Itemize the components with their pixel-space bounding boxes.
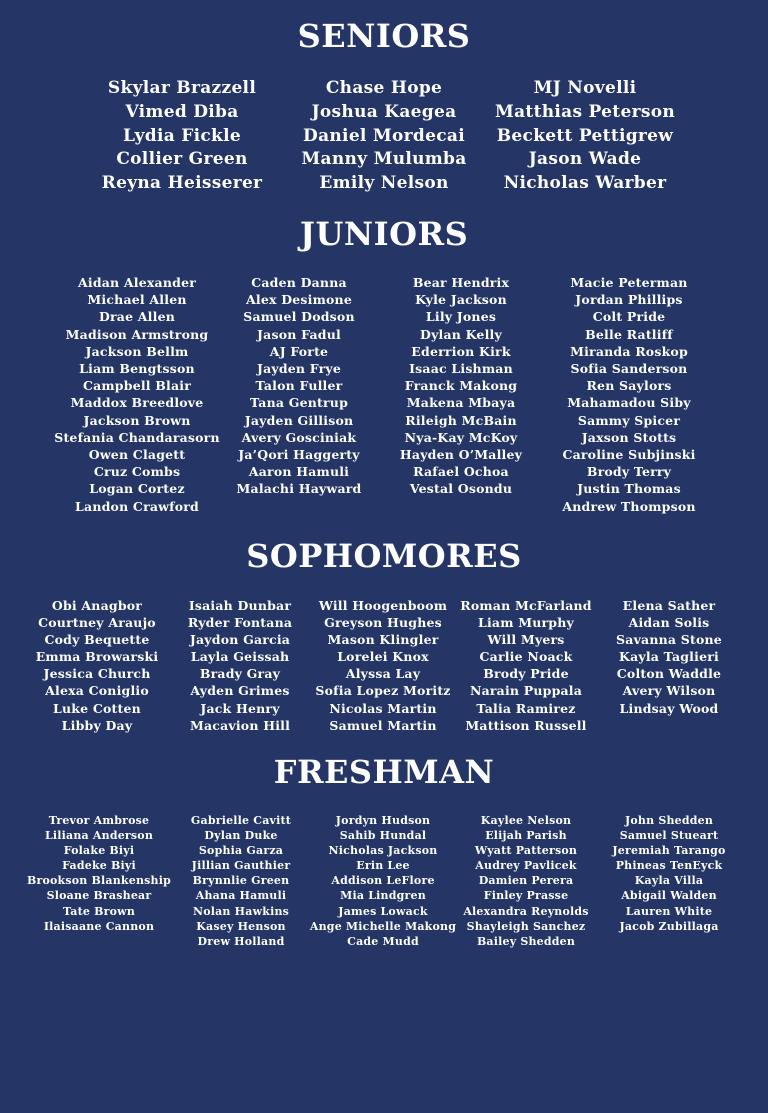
student-name: Jacob Zubillaga bbox=[619, 919, 719, 933]
student-name: Avery Gosciniak bbox=[241, 429, 357, 445]
student-name: Kasey Henson bbox=[196, 919, 286, 933]
student-name: Matthias Peterson bbox=[495, 101, 675, 122]
student-name: Andrew Thompson bbox=[562, 498, 696, 514]
freshman-column-2 bbox=[191, 813, 291, 949]
student-name: Kaylee Nelson bbox=[480, 814, 572, 827]
student-name: Ja’Qori Haggerty bbox=[238, 447, 360, 463]
student-name: Layla Geissah bbox=[190, 649, 290, 665]
student-name: Bear Hendrix bbox=[412, 275, 510, 290]
student-name: Will Myers bbox=[487, 632, 565, 648]
student-name: Beckett Pettigrew bbox=[496, 125, 674, 146]
student-name: Jackson Bellm bbox=[85, 343, 189, 359]
student-name: Dylan Kelly bbox=[420, 326, 502, 342]
student-name: Jordyn Hudson bbox=[335, 814, 431, 827]
freshman-column-5 bbox=[612, 813, 725, 934]
student-name: Cody Bequette bbox=[44, 632, 150, 648]
student-name: John Shedden bbox=[624, 814, 714, 827]
student-name: Landon Crawford bbox=[75, 498, 199, 514]
student-name: Elijah Parish bbox=[485, 829, 567, 843]
student-name: Aidan Alexander bbox=[77, 275, 197, 290]
student-name: Caden Danna bbox=[251, 275, 347, 290]
sophomores-heading: SOPHOMORES bbox=[246, 537, 522, 575]
student-name: Courtney Araujo bbox=[38, 615, 156, 631]
student-name: Joshua Kaegea bbox=[311, 101, 457, 122]
student-name: Erin Lee bbox=[356, 859, 410, 873]
freshman-column-4 bbox=[463, 813, 588, 949]
student-name: Jessica Church bbox=[43, 666, 151, 682]
student-name: Narain Puppala bbox=[469, 683, 583, 699]
student-name: Sofia Lopez Moritz bbox=[315, 683, 451, 699]
student-name: Abigail Walden bbox=[621, 889, 717, 903]
student-name: Libby Day bbox=[61, 717, 133, 733]
student-name: Ilaisaane Cannon bbox=[43, 919, 155, 933]
student-name: Ren Saylors bbox=[586, 378, 672, 394]
student-name: Liam Bengtsson bbox=[79, 361, 195, 377]
student-name: Makena Mbaya bbox=[406, 395, 516, 411]
student-name: MJ Novelli bbox=[533, 78, 637, 98]
student-name: Talia Ramirez bbox=[476, 700, 576, 716]
student-name: Manny Mulumba bbox=[301, 149, 467, 170]
juniors-name-columns bbox=[0, 274, 768, 574]
student-name: Skylar Brazzell bbox=[107, 78, 257, 98]
student-name: Nicholas Warber bbox=[503, 173, 667, 194]
juniors-column-1 bbox=[54, 274, 220, 515]
student-name: Sofia Sanderson bbox=[570, 361, 688, 377]
student-name: Phineas TenEyck bbox=[615, 859, 723, 873]
student-name: Liliana Anderson bbox=[44, 829, 154, 843]
student-name: James Lowack bbox=[338, 904, 428, 918]
student-name: Rafael Ochoa bbox=[413, 464, 509, 480]
student-name: Lauren White bbox=[625, 904, 713, 918]
student-name: Talon Fuller bbox=[255, 378, 343, 394]
student-name: Isaiah Dunbar bbox=[188, 598, 292, 613]
student-name: Drae Allen bbox=[98, 309, 176, 325]
student-name: Ange Michelle Makong bbox=[309, 919, 457, 933]
student-name: Kayla Taglieri bbox=[619, 649, 719, 665]
student-name: Collier Green bbox=[116, 149, 248, 170]
sophomores-column-4 bbox=[460, 597, 592, 734]
student-name: Vestal Osondu bbox=[409, 481, 513, 497]
student-name: Folake Biyi bbox=[63, 844, 135, 858]
student-name: Ryder Fontana bbox=[187, 615, 293, 631]
freshman-column-3 bbox=[310, 813, 456, 949]
student-name: Ederrion Kirk bbox=[411, 343, 511, 359]
juniors-column-2 bbox=[237, 274, 362, 498]
student-name: Miranda Roskop bbox=[570, 343, 688, 359]
student-name: Samuel Dodson bbox=[243, 309, 355, 325]
student-name: Greyson Hughes bbox=[324, 615, 442, 631]
sophomores-column-5 bbox=[616, 597, 722, 717]
student-name: Madison Armstrong bbox=[65, 326, 209, 342]
student-name: Sammy Spicer bbox=[577, 412, 681, 428]
student-name: Brody Pride bbox=[483, 666, 569, 682]
student-name: Cade Mudd bbox=[347, 934, 419, 948]
freshman-column-1 bbox=[27, 813, 171, 934]
student-name: Emily Nelson bbox=[319, 173, 449, 194]
student-name: Campbell Blair bbox=[82, 378, 192, 394]
student-name: Tate Brown bbox=[62, 904, 136, 918]
student-name: Macavion Hill bbox=[189, 717, 291, 733]
student-name: Nicholas Jackson bbox=[328, 844, 438, 858]
seniors-heading: SENIORS bbox=[297, 17, 471, 55]
student-name: Emma Browarski bbox=[35, 649, 159, 665]
student-name: Cruz Combs bbox=[93, 464, 181, 480]
student-name: Avery Wilson bbox=[622, 683, 716, 699]
student-name: Finley Prasse bbox=[483, 889, 569, 903]
student-name: Brookson Blankenship bbox=[26, 874, 172, 888]
student-name: Gabrielle Cavitt bbox=[190, 814, 292, 827]
student-name: Macie Peterman bbox=[570, 275, 688, 290]
student-name: Colt Pride bbox=[592, 309, 666, 325]
student-name: Nolan Hawkins bbox=[192, 904, 290, 918]
student-name: Brody Terry bbox=[586, 464, 672, 480]
student-name: Damien Perera bbox=[478, 874, 574, 888]
student-name: Mahamadou Siby bbox=[567, 395, 691, 411]
student-name: Tana Gentrup bbox=[249, 395, 349, 411]
student-name: Malachi Hayward bbox=[236, 481, 362, 497]
student-name: Stefania Chandarasorn bbox=[54, 429, 220, 445]
juniors-heading: JUNIORS bbox=[299, 215, 469, 253]
student-name: Jeremiah Tarango bbox=[612, 844, 726, 858]
student-name: Reyna Heisserer bbox=[101, 173, 263, 194]
student-name: Samuel Stueart bbox=[619, 829, 719, 843]
freshman-name-columns bbox=[0, 813, 768, 1113]
student-name: Jaydon Garcia bbox=[189, 632, 291, 648]
student-name: Aaron Hamuli bbox=[248, 464, 350, 480]
seniors-column-2 bbox=[301, 77, 466, 196]
student-name: Jayden Frye bbox=[256, 361, 342, 377]
sophomores-column-3 bbox=[315, 597, 450, 734]
student-name: Kyle Jackson bbox=[415, 292, 507, 308]
student-name: Alexandra Reynolds bbox=[463, 904, 589, 918]
student-name: Jayden Gillison bbox=[244, 412, 354, 428]
student-name: Brynnlie Green bbox=[192, 874, 290, 888]
student-name: Alexa Coniglio bbox=[45, 683, 149, 699]
seniors-column-3 bbox=[495, 77, 675, 196]
student-name: Ahana Hamuli bbox=[195, 889, 287, 903]
student-name: AJ Forte bbox=[269, 343, 329, 359]
student-name: Ayden Grimes bbox=[190, 683, 290, 699]
student-name: Lindsay Wood bbox=[619, 700, 719, 716]
student-name: Jack Henry bbox=[200, 700, 280, 716]
student-name: Drew Holland bbox=[197, 934, 285, 948]
student-name: Michael Allen bbox=[87, 292, 187, 308]
student-name: Kayla Villa bbox=[634, 874, 704, 888]
student-name: Colton Waddle bbox=[616, 666, 722, 682]
student-name: Roman McFarland bbox=[460, 598, 592, 613]
student-name: Audrey Pavlicek bbox=[475, 859, 577, 873]
student-name: Bailey Shedden bbox=[476, 934, 576, 948]
student-name: Mattison Russell bbox=[465, 717, 587, 733]
student-name: Owen Clagett bbox=[88, 447, 186, 463]
student-name: Trevor Ambrose bbox=[48, 814, 150, 827]
student-name: Savanna Stone bbox=[616, 632, 722, 648]
student-name: Aidan Solis bbox=[628, 615, 710, 631]
student-name: Shayleigh Sanchez bbox=[466, 919, 586, 933]
student-name: Lily Jones bbox=[425, 309, 497, 325]
student-name: Jason Wade bbox=[528, 149, 642, 170]
student-name: Rileigh McBain bbox=[405, 412, 517, 428]
seniors-column-1 bbox=[102, 77, 263, 196]
student-name: Carlie Noack bbox=[479, 649, 573, 665]
student-name: Franck Makong bbox=[404, 378, 518, 394]
student-name: Alex Desimone bbox=[245, 292, 352, 308]
student-name: Sophia Garza bbox=[198, 844, 284, 858]
student-name: Brady Gray bbox=[199, 666, 281, 682]
student-name: Lorelei Knox bbox=[337, 649, 429, 665]
student-name: Daniel Mordecai bbox=[303, 125, 465, 146]
student-name: Jason Fadul bbox=[257, 326, 341, 342]
student-name: Nicolas Martin bbox=[329, 700, 437, 716]
student-name: Sloane Brashear bbox=[46, 889, 152, 903]
student-name: Nya-Kay McKoy bbox=[404, 429, 518, 445]
student-name: Maddox Breedlove bbox=[70, 395, 204, 411]
student-name: Liam Murphy bbox=[477, 615, 575, 631]
student-name: Elena Sather bbox=[622, 598, 716, 613]
student-name: Jordan Phillips bbox=[575, 292, 683, 308]
student-name: Fadeke Biyi bbox=[62, 859, 136, 873]
student-name: Belle Ratliff bbox=[585, 326, 673, 342]
student-name: Dylan Duke bbox=[204, 829, 278, 843]
student-name: Lydia Fickle bbox=[122, 125, 242, 146]
freshman-heading: FRESHMAN bbox=[273, 753, 495, 791]
sophomores-column-2 bbox=[188, 597, 292, 734]
student-name: Mia Lindgren bbox=[340, 889, 426, 903]
student-name: Alyssa Lay bbox=[345, 666, 421, 682]
juniors-column-3 bbox=[400, 274, 522, 498]
student-name: Mason Klingler bbox=[327, 632, 439, 648]
sophomores-column-1 bbox=[36, 597, 159, 734]
student-name: Logan Cortez bbox=[89, 481, 185, 497]
student-name: Addison LeFlore bbox=[331, 874, 435, 888]
student-name: Vimed Diba bbox=[125, 101, 239, 122]
student-name: Isaac Lishman bbox=[409, 361, 513, 377]
student-name: Luke Cotten bbox=[53, 700, 141, 716]
student-name: Caroline Subjinski bbox=[562, 447, 696, 463]
student-name: Samuel Martin bbox=[329, 717, 437, 733]
student-name: Chase Hope bbox=[325, 78, 443, 98]
juniors-column-4 bbox=[562, 274, 695, 515]
student-name: Wyatt Patterson bbox=[474, 844, 578, 858]
student-name: Jackson Brown bbox=[83, 412, 191, 428]
student-name: Jaxson Stotts bbox=[581, 429, 677, 445]
student-name: Will Hoogenboom bbox=[318, 598, 448, 613]
student-name: Sahib Hundal bbox=[339, 829, 427, 843]
student-name: Obi Anagbor bbox=[51, 598, 143, 613]
student-name: Justin Thomas bbox=[577, 481, 681, 497]
student-name: Jillian Gauthier bbox=[191, 859, 291, 873]
student-name: Hayden O’Malley bbox=[399, 447, 523, 463]
